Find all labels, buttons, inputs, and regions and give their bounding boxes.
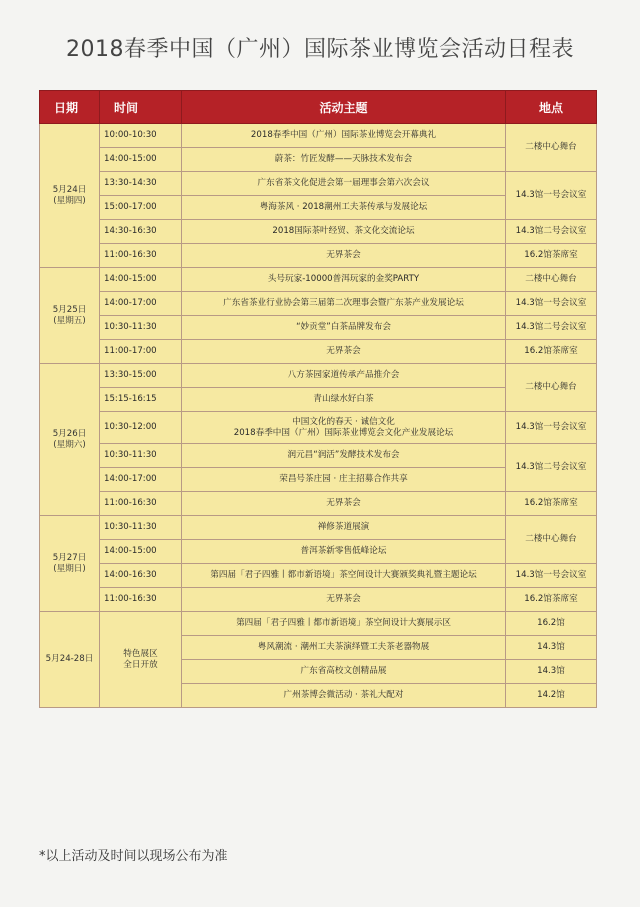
topic-cell: 2018国际茶叶经贸、茶文化交流论坛 [182,220,506,244]
topic-cell: 第四届「君子四雅丨都市新语境」茶空间设计大赛展示区 [182,612,506,636]
time-cell: 14:30-16:30 [100,220,182,244]
date-label: 5月24日 [52,184,87,195]
table-row [40,220,597,244]
location-cell: 14.3馆 [506,660,597,684]
time-cell: 14:00-17:00 [100,292,182,316]
date-label: 5月26日 [52,428,87,439]
table-row [40,172,597,196]
time-cell: 10:30-11:30 [100,444,182,468]
topic-cell: 头号玩家-10000普洱玩家的金奖PARTY [182,268,506,292]
location-cell: 14.2馆 [506,684,597,708]
location-cell: 14.3馆一号会议室 [506,172,597,220]
topic-cell: “妙贡堂”白茶品牌发布会 [182,316,506,340]
special-area-label: 特色展区 [123,648,158,659]
topic-cell: 无界茶会 [182,492,506,516]
topic-cell: 八方茶园家道传承产品推介会 [182,364,506,388]
time-cell: 14:00-15:00 [100,540,182,564]
table-row [40,124,597,148]
topic-cell: 普洱茶新零售低峰论坛 [182,540,506,564]
location-cell: 二楼中心舞台 [506,364,597,412]
location-cell: 二楼中心舞台 [506,268,597,292]
topic-line: 2018春季中国（广州）国际茶业博览会文化产业发展论坛 [233,427,454,438]
weekday-label: (星期六) [53,439,86,450]
topic-cell: 广东省茶业行业协会第三届第二次理事会暨广东茶产业发展论坛 [182,292,506,316]
location-cell: 16.2馆茶席室 [506,588,597,612]
table-row [40,516,597,540]
table-row [40,340,597,364]
location-cell: 14.3馆一号会议室 [506,292,597,316]
table-row [40,492,597,516]
topic-cell [182,412,506,444]
location-cell: 14.3馆二号会议室 [506,316,597,340]
time-cell: 13:30-15:00 [100,364,182,388]
table-header-row [40,91,597,124]
location-cell: 16.2馆 [506,612,597,636]
table-row [40,412,597,444]
table-row [40,612,597,636]
time-cell: 10:30-11:30 [100,516,182,540]
footnote: *以上活动及时间以现场公布为准 [39,849,228,864]
date-label: 5月27日 [52,552,87,563]
topic-cell: 广东省茶文化促进会第一届理事会第六次会议 [182,172,506,196]
weekday-label: (星期五) [53,315,86,326]
topic-cell: 粤风潮流 · 潮州工夫茶演绎暨工夫茶老器物展 [182,636,506,660]
location-cell: 16.2馆茶席室 [506,244,597,268]
time-cell: 11:00-16:30 [100,244,182,268]
time-cell: 11:00-16:30 [100,588,182,612]
date-cell [40,364,100,516]
topic-cell: 无界茶会 [182,340,506,364]
weekday-label: (星期日) [53,563,86,574]
table-row [40,292,597,316]
date-cell [40,268,100,364]
topic-cell: 广州茶博会微活动 · 茶礼大配对 [182,684,506,708]
topic-line: 中国文化的春天 · 诚信文化 [292,416,395,427]
location-cell: 二楼中心舞台 [506,124,597,172]
topic-cell: 蔚茶：竹匠发酵——天脉技术发布会 [182,148,506,172]
time-cell: 13:30-14:30 [100,172,182,196]
time-cell: 14:00-15:00 [100,268,182,292]
date-cell: 5月24-28日 [40,612,100,708]
topic-cell: 荣昌号茶庄园 · 庄主招募合作共享 [182,468,506,492]
open-all-day-label: 全日开放 [123,659,158,670]
location-cell: 16.2馆茶席室 [506,340,597,364]
time-cell: 15:15-16:15 [100,388,182,412]
header-time: 时间 [100,91,182,124]
topic-cell: 广东省高校文创精品展 [182,660,506,684]
schedule-table [39,90,597,708]
time-cell: 10:00-10:30 [100,124,182,148]
time-cell: 14:00-15:00 [100,148,182,172]
topic-cell: 粤海茶风 · 2018潮州工夫茶传承与发展论坛 [182,196,506,220]
location-cell: 16.2馆茶席室 [506,492,597,516]
topic-cell: 无界茶会 [182,244,506,268]
time-cell: 11:00-16:30 [100,492,182,516]
special-area-cell [100,612,182,708]
location-cell: 14.3馆二号会议室 [506,444,597,492]
topic-cell: 2018春季中国（广州）国际茶业博览会开幕典礼 [182,124,506,148]
time-cell: 10:30-12:00 [100,412,182,444]
topic-cell: 润元昌“润活”发酵技术发布会 [182,444,506,468]
time-cell: 11:00-17:00 [100,340,182,364]
topic-cell: 无界茶会 [182,588,506,612]
location-cell: 14.3馆一号会议室 [506,564,597,588]
topic-cell: 第四届「君子四雅丨都市新语境」茶空间设计大赛颁奖典礼暨主题论坛 [182,564,506,588]
header-location: 地点 [506,91,597,124]
table-row [40,364,597,388]
time-cell: 10:30-11:30 [100,316,182,340]
location-cell: 14.3馆 [506,636,597,660]
table-row [40,316,597,340]
date-label: 5月25日 [52,304,87,315]
table-row [40,588,597,612]
table-row [40,444,597,468]
topic-cell: 青山绿水好白茶 [182,388,506,412]
page-title: 2018春季中国（广州）国际茶业博览会活动日程表 [66,37,574,62]
date-cell [40,516,100,612]
table-row [40,244,597,268]
table-row [40,268,597,292]
weekday-label: (星期四) [53,195,86,206]
header-topic: 活动主题 [182,91,506,124]
location-cell: 14.3馆一号会议室 [506,412,597,444]
time-cell: 15:00-17:00 [100,196,182,220]
header-date: 日期 [40,91,100,124]
location-cell: 14.3馆二号会议室 [506,220,597,244]
time-cell: 14:00-16:30 [100,564,182,588]
time-cell: 14:00-17:00 [100,468,182,492]
table-row [40,564,597,588]
location-cell: 二楼中心舞台 [506,516,597,564]
date-cell [40,124,100,268]
topic-cell: 禅修茶道展演 [182,516,506,540]
